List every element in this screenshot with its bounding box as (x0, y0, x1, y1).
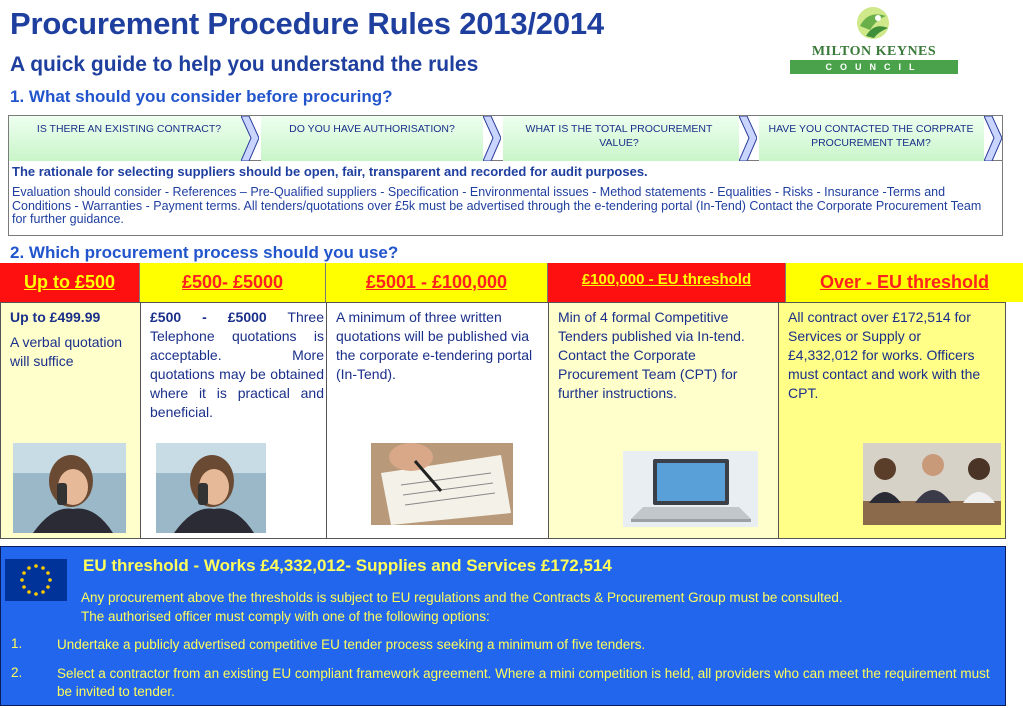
eu-threshold-box (0, 546, 1006, 706)
question-authorisation: DO YOU HAVE AUTHORISATION? (289, 123, 455, 135)
council-logo (790, 6, 960, 72)
woman-on-phone-photo (156, 443, 266, 533)
eu-threshold-title: EU threshold - Works £4,332,012- Supplies and Services £172,514 (83, 556, 612, 575)
question-cell (9, 116, 249, 161)
chevron-arrow-icon (739, 116, 757, 161)
council-logo-emblem-icon (848, 6, 898, 42)
laptop-photo (623, 451, 758, 527)
process-column (141, 303, 327, 538)
question-existing-contract: IS THERE AN EXISTING CONTRACT? (36, 123, 222, 135)
evaluation-text: Evaluation should consider - References – Pre-Qualified suppliers - Specification - Environmental issues - Method statements - Equalities - Risks - Insurance -Terms and Conditions - Warranties - Payment terms. All tenders/quotations over £5k must be advertised through the e-tendering portal (In-Tend) Contact the Corporate Procurement Team for further guidance. (12, 185, 982, 226)
threshold-header-500-5000: £500- £5000 (140, 263, 326, 302)
process-column (1, 303, 141, 538)
column-text (10, 308, 134, 371)
question-procurement-value: WHAT IS THE TOTAL PROCUREMENT VALUE? (525, 123, 713, 149)
council-logo-name: MILTON KEYNES (811, 44, 937, 59)
eu-option-number: 2. (11, 665, 23, 680)
eu-option-text: Select a contractor from an existing EU compliant framework agreement. Where a mini competition is held, all providers who can meet the requirement must be invited to tender. (57, 666, 990, 699)
threshold-header-over-eu: Over - EU threshold (786, 263, 1023, 302)
threshold-header-up-to-500: Up to £500 (0, 263, 140, 302)
eu-flag-icon (5, 559, 67, 601)
woman-on-phone-photo (13, 443, 126, 533)
business-meeting-photo (863, 443, 1001, 525)
process-column (779, 303, 1005, 538)
council-logo-band: COUNCIL (790, 60, 958, 74)
chevron-arrow-icon (984, 116, 1002, 161)
page-title: Procurement Procedure Rules 2013/2014 (10, 6, 604, 41)
question-cell (261, 116, 483, 161)
question-procurement-team: HAVE YOU CONTACTED THE CORPRATE PROCUREMENT TEAM? (768, 123, 974, 149)
rationale-text: The rationale for selecting suppliers should be open, fair, transparent and recorded for audit purposes. (12, 164, 648, 179)
page-subtitle: A quick guide to help you understand the rules (10, 53, 479, 76)
eu-intro-line-2: The authorised officer must comply with one of the following options: (81, 609, 490, 624)
column-body: All contract over £172,514 for Services or Supply or £4,332,012 for works. Officers must contact and work with the CPT. (788, 309, 981, 401)
eu-option-text: Undertake a publicly advertised competitive EU tender process seeking a minimum of five tenders. (57, 637, 646, 652)
section-1-heading: 1. What should you consider before procuring? (10, 87, 393, 106)
column-body: A minimum of three written quotations will be published via the corporate e-tendering portal (In-Tend). (336, 309, 533, 382)
question-cell (503, 116, 739, 161)
section-2-heading: 2. Which procurement process should you use? (10, 243, 399, 262)
process-column (549, 303, 779, 538)
column-lead: Up to £499.99 (10, 309, 101, 325)
process-column (327, 303, 549, 538)
column-body: Min of 4 formal Competitive Tenders published via In-tend. Contact the Corporate Procurement Team (CPT) for further instructions. (558, 309, 745, 401)
signing-document-photo (371, 443, 513, 525)
eu-intro-line-1: Any procurement above the thresholds is subject to EU regulations and the Contracts & Procurement Group must be consulted. (81, 590, 843, 605)
chevron-arrow-icon (483, 116, 501, 161)
chevron-arrow-icon (241, 116, 259, 161)
column-text (150, 308, 324, 422)
process-columns (0, 302, 1006, 539)
question-cell (759, 116, 984, 161)
eu-option-number: 1. (11, 636, 23, 651)
column-lead: £500 - £5000 (150, 309, 267, 325)
threshold-header-row (0, 263, 1023, 302)
considerations-box (8, 115, 1003, 236)
question-strip (9, 116, 1002, 161)
threshold-header-100000-eu: £100,000 - EU threshold (548, 263, 786, 302)
column-body: A verbal quotation will suffice (10, 334, 123, 369)
column-body: Three Telephone quotations is acceptable. More quotations may be obtained where it is practical and beneficial. (150, 309, 324, 420)
threshold-header-5001-100000: £5001 - £100,000 (326, 263, 548, 302)
